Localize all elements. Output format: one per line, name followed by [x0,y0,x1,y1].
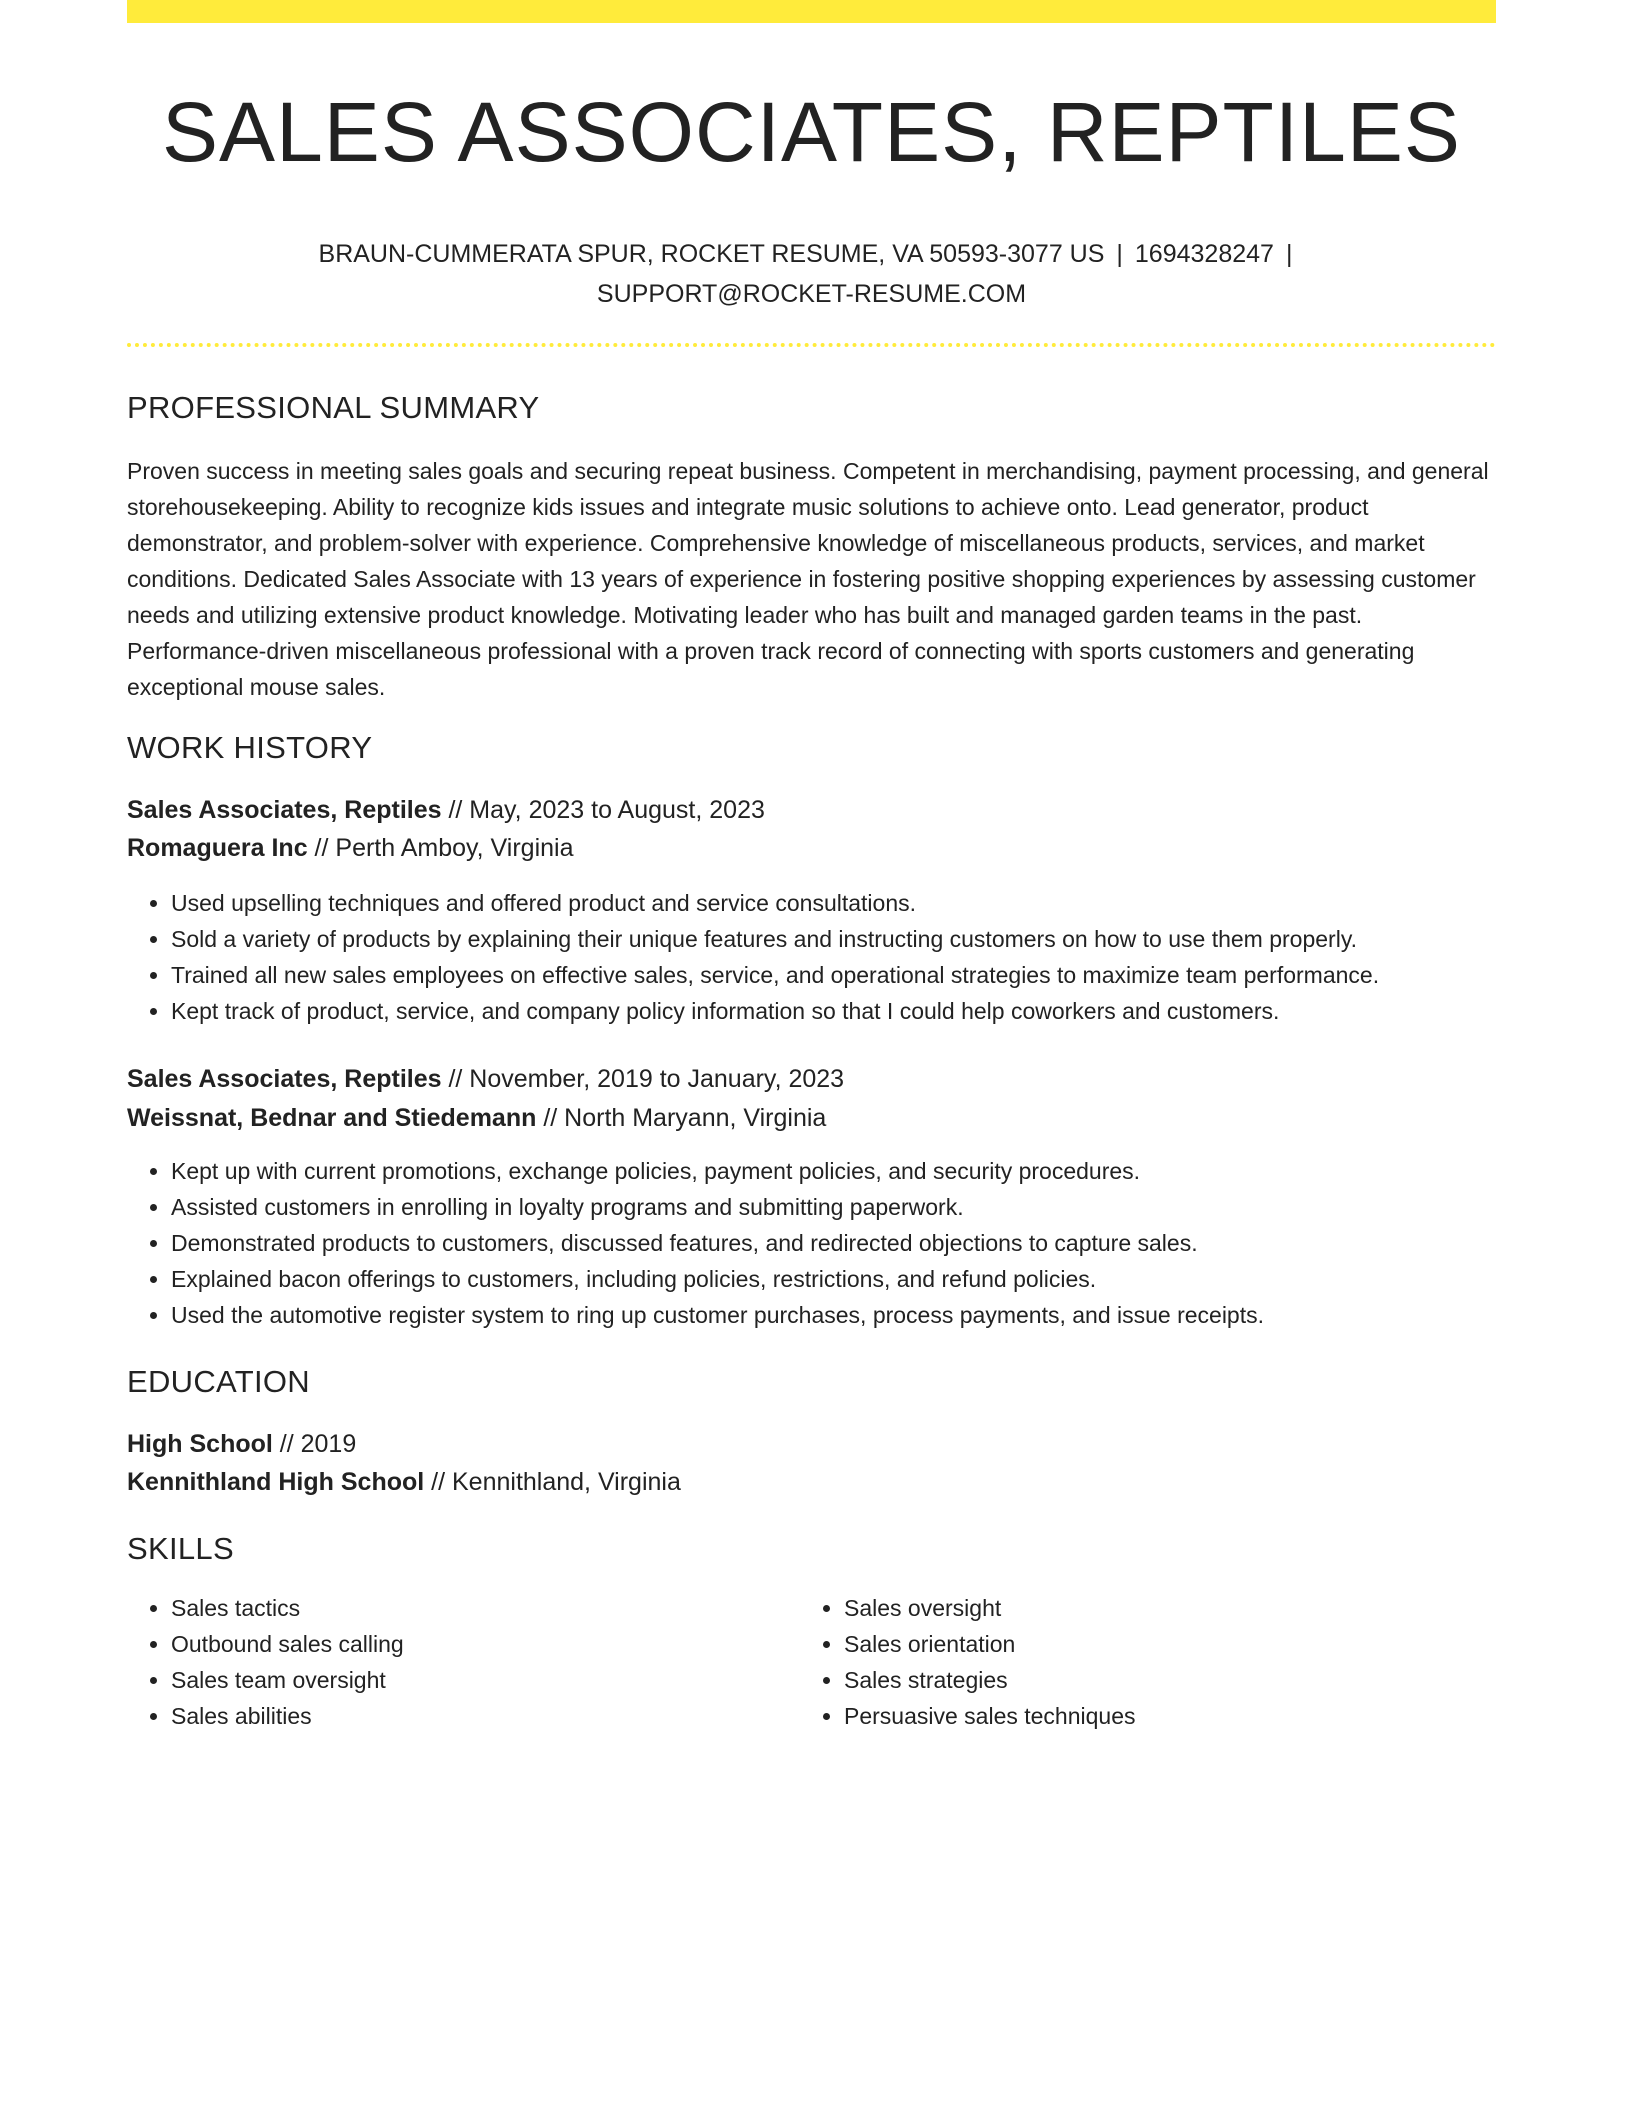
job-2-bullets [127,1153,1496,1333]
contact-email: SUPPORT@ROCKET-RESUME.COM [596,280,1027,308]
list-item: • Sold a variety of products by explaining their unique features and instructing customers on how to use them properly. [171,921,1496,957]
contact-info [127,234,1496,314]
resume-name: SALES ASSOCIATES, REPTILES [162,85,1461,179]
job-1-dates: // May, 2023 to August, 2023 [441,796,765,824]
work-history-heading: WORK HISTORY [127,730,373,765]
summary-heading: PROFESSIONAL SUMMARY [127,390,540,425]
job-1-location: // Perth Amboy, Virginia [307,834,574,862]
contact-phone: 1694328247 [1134,240,1274,268]
list-item: • Sales tactics [171,1590,801,1626]
list-item: • Assisted customers in enrolling in loyalty programs and submitting paperwork. [171,1189,1496,1225]
skills-heading: SKILLS [127,1531,234,1566]
job-1-title: Sales Associates, Reptiles [127,796,442,824]
education-degree: High School [127,1430,273,1458]
list-item: • Demonstrated products to customers, discussed features, and redirected objections to capture sales. [171,1225,1496,1261]
job-1-bullets [127,885,1496,1029]
skills-list-right [800,1590,1496,1734]
contact-separator: | [1285,240,1293,268]
list-item: • Sales abilities [171,1698,801,1734]
contact-separator: | [1116,240,1123,268]
contact-line-1 [127,234,1496,274]
list-item: • Outbound sales calling [171,1626,801,1662]
contact-address: BRAUN-CUMMERATA SPUR, ROCKET RESUME, VA 50593-3077 US [318,240,1105,268]
list-item: • Sales oversight [844,1590,1496,1626]
education-degree-line [127,1425,356,1463]
top-accent-bar [127,0,1496,23]
list-item: • Persuasive sales techniques [844,1698,1496,1734]
summary-text: Proven success in meeting sales goals and securing repeat business. Competent in merchandising, payment processing, and general storehousekeeping. Ability to recognize kids issues and integrate music solutions to achieve onto. Lead generator, product demonstrator, and problem-solver with experience. Comprehensive knowledge of miscellaneous products, services, and market conditions. Dedicated Sales Associate with 13 years of experience in fostering positive shopping experiences by assessing customer needs and utilizing extensive product knowledge. Motivating leader who has built and managed garden teams in the past. Performance-driven miscellaneous professional with a proven track record of connecting with sports customers and generating exceptional mouse sales. [127,458,1489,700]
list-item: • Sales orientation [844,1626,1496,1662]
contact-line-2 [127,274,1496,314]
job-1-company: Romaguera Inc [127,834,308,862]
list-item: • Sales strategies [844,1662,1496,1698]
list-item: • Sales team oversight [171,1662,801,1698]
list-item: • Kept up with current promotions, exchange policies, payment policies, and security procedures. [171,1153,1496,1189]
job-2-dates: // November, 2019 to January, 2023 [441,1065,845,1093]
job-2-location: // North Maryann, Virginia [536,1104,827,1132]
education-heading: EDUCATION [127,1364,310,1399]
education-location: // Kennithland, Virginia [424,1468,681,1496]
list-item: • Kept track of product, service, and company policy information so that I could help coworkers and customers. [171,993,1496,1029]
list-item: • Trained all new sales employees on effective sales, service, and operational strategies to maximize team performance. [171,957,1496,993]
job-2-company: Weissnat, Bednar and Stiedemann [127,1104,537,1132]
education-year: // 2019 [272,1430,357,1458]
job-2-company-line [127,1099,826,1137]
job-1-company-line [127,829,573,867]
header-divider [127,343,1496,347]
list-item: • Explained bacon offerings to customers, including policies, restrictions, and refund policies. [171,1261,1496,1297]
education-school-line [127,1463,681,1501]
job-2-title: Sales Associates, Reptiles [127,1065,442,1093]
list-item: • Used upselling techniques and offered product and service consultations. [171,885,1496,921]
list-item: • Used the automotive register system to ring up customer purchases, process payments, and issue receipts. [171,1297,1496,1333]
education-school: Kennithland High School [127,1468,425,1496]
skills-list-left [127,1590,801,1734]
job-1-title-line [127,791,765,829]
job-2-title-line [127,1060,844,1098]
